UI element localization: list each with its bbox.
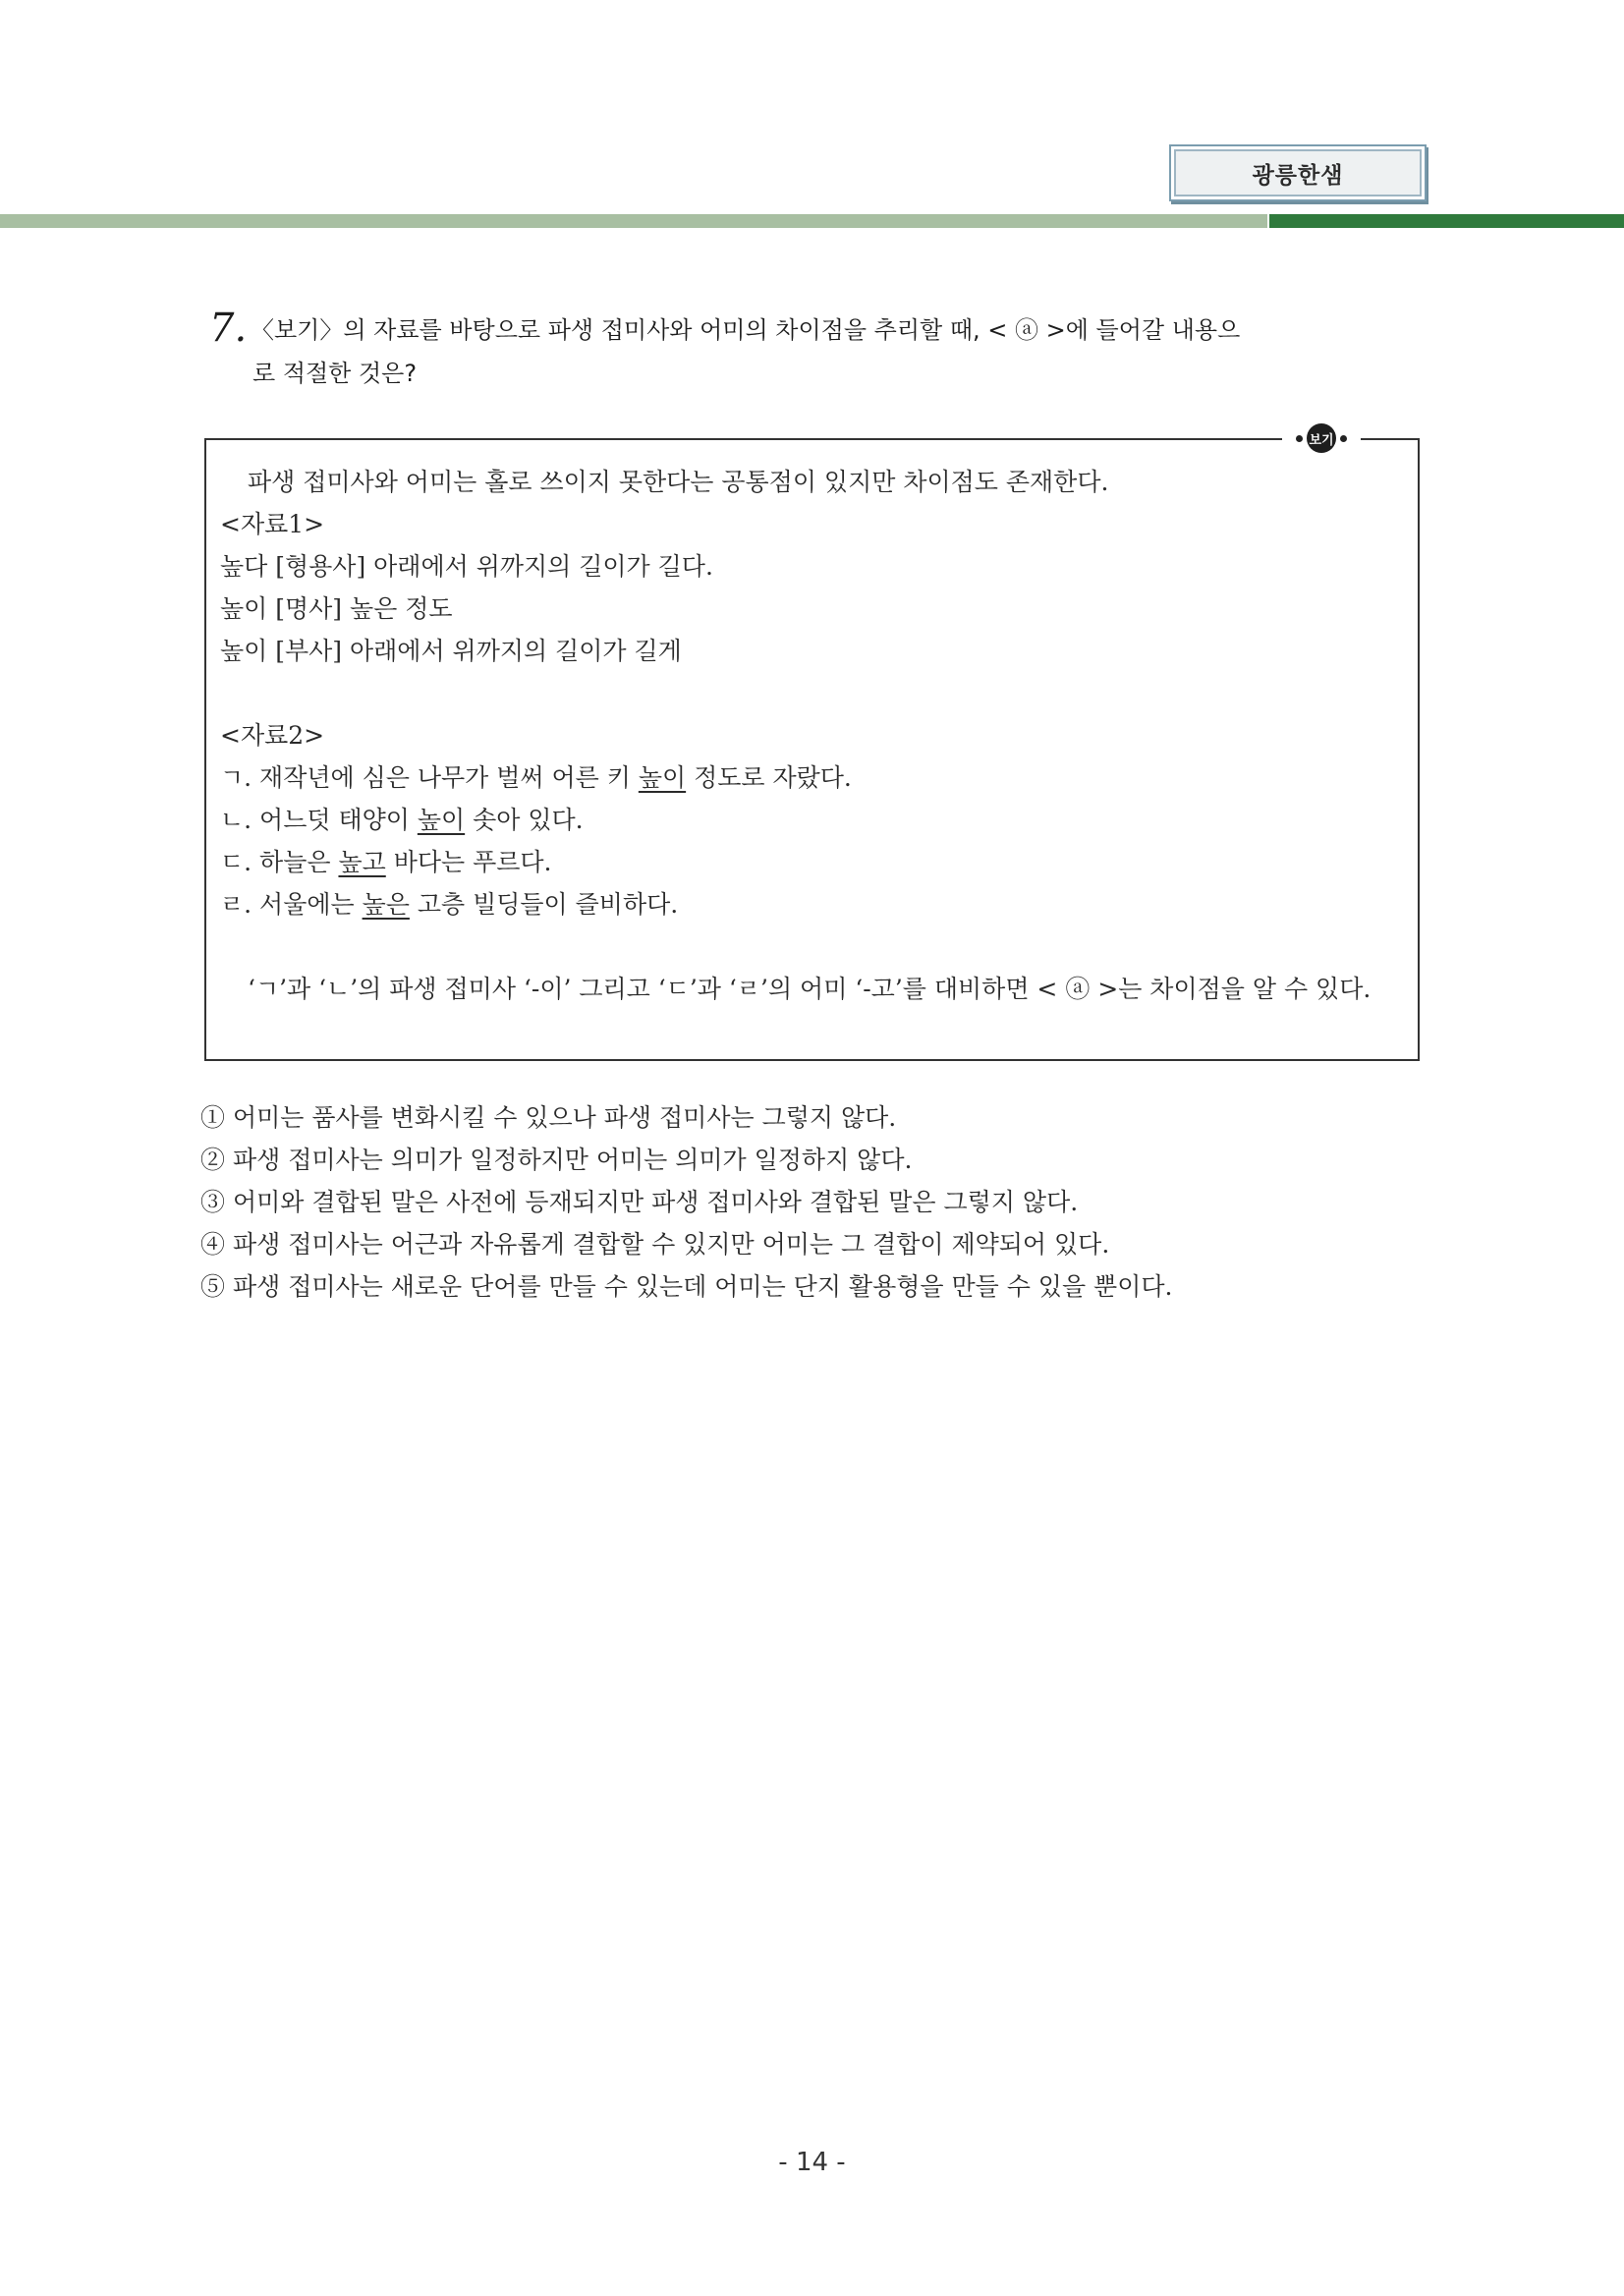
- answer-choices: [200, 1096, 1438, 1308]
- choice-3[interactable]: ③ 어미와 결합된 말은 사전에 등재되지만 파생 접미사와 결합된 말은 그렇지 않다.: [200, 1188, 1079, 1216]
- example-text: ㄴ. 어느덧 태양이: [220, 806, 418, 834]
- bogi-content: [220, 461, 1411, 1010]
- bogi-intro: 파생 접미사와 어미는 홀로 쓰이지 못한다는 공통점이 있지만 차이점도 존재한다.: [248, 468, 1109, 496]
- header-badge: [1169, 144, 1427, 201]
- bogi-tag: [1282, 420, 1361, 456]
- example-text: 바다는 푸르다.: [385, 848, 552, 876]
- header-badge-label: 광릉한샘: [1252, 162, 1344, 189]
- example-text: ㄷ. 하늘은: [220, 848, 339, 876]
- bogi-tag-dot-right: [1340, 435, 1347, 442]
- example-text: 솟아 있다.: [465, 806, 584, 834]
- example-text: ㄱ. 재작년에 심은 나무가 벌써 어른 키: [220, 763, 639, 792]
- example-text: ㄹ. 서울에는: [220, 890, 363, 919]
- question-number: 7.: [209, 306, 248, 351]
- header-band-light: [0, 214, 1267, 228]
- data2-example: [220, 883, 1411, 925]
- underlined-word: 높이: [417, 806, 466, 834]
- choice-4[interactable]: ④ 파생 접미사는 어근과 자유롭게 결합할 수 있지만 어미는 그 결합이 제약되어 있다.: [200, 1230, 1110, 1259]
- question: [209, 307, 1447, 395]
- underlined-word: 높이: [638, 763, 687, 792]
- data1-line: 높다 [형용사] 아래에서 위까지의 길이가 길다.: [220, 552, 713, 581]
- blank-line: [220, 925, 1411, 968]
- data1-line: 높이 [부사] 아래에서 위까지의 길이가 길게: [220, 637, 682, 665]
- underlined-word: 높은: [362, 890, 410, 919]
- header-band-dark: [1269, 214, 1624, 228]
- bogi-tag-dot-left: [1296, 435, 1303, 442]
- bogi-conclusion: ‘ㄱ’과 ‘ㄴ’의 파생 접미사 ‘-이’ 그리고 ‘ㄷ’과 ‘ㄹ’의 어미 ‘-고’를 대비하면 < ⓐ >는 차이점을 알 수 있다.: [248, 975, 1372, 1003]
- underlined-word: 높고: [338, 848, 386, 876]
- choice-1[interactable]: ① 어미는 품사를 변화시킬 수 있으나 파생 접미사는 그렇지 않다.: [200, 1103, 897, 1132]
- blank-line: [220, 672, 1411, 714]
- data2-example: [220, 841, 1411, 883]
- question-stem-line1: 〈보기〉의 자료를 바탕으로 파생 접미사와 어미의 차이점을 추리할 때, < ⓐ >에 들어갈 내용으: [251, 316, 1241, 344]
- choice-2[interactable]: ② 파생 접미사는 의미가 일정하지만 어미는 의미가 일정하지 않다.: [200, 1146, 913, 1174]
- data2-example: [220, 756, 1411, 799]
- data2-title: <자료2>: [220, 721, 325, 750]
- example-text: 고층 빌딩들이 즐비하다.: [409, 890, 679, 919]
- bogi-tag-label: 보기: [1307, 423, 1336, 453]
- question-stem-line2: 로 적절한 것은?: [252, 360, 418, 387]
- data1-line: 높이 [명사] 높은 정도: [220, 594, 453, 623]
- example-text: 정도로 자랐다.: [686, 763, 852, 792]
- choice-5[interactable]: ⑤ 파생 접미사는 새로운 단어를 만들 수 있는데 어미는 단지 활용형을 만들 수 있을 뿐이다.: [200, 1272, 1173, 1301]
- data1-title: <자료1>: [220, 510, 325, 538]
- page-number: - 14 -: [778, 2148, 846, 2177]
- data2-example: [220, 799, 1411, 841]
